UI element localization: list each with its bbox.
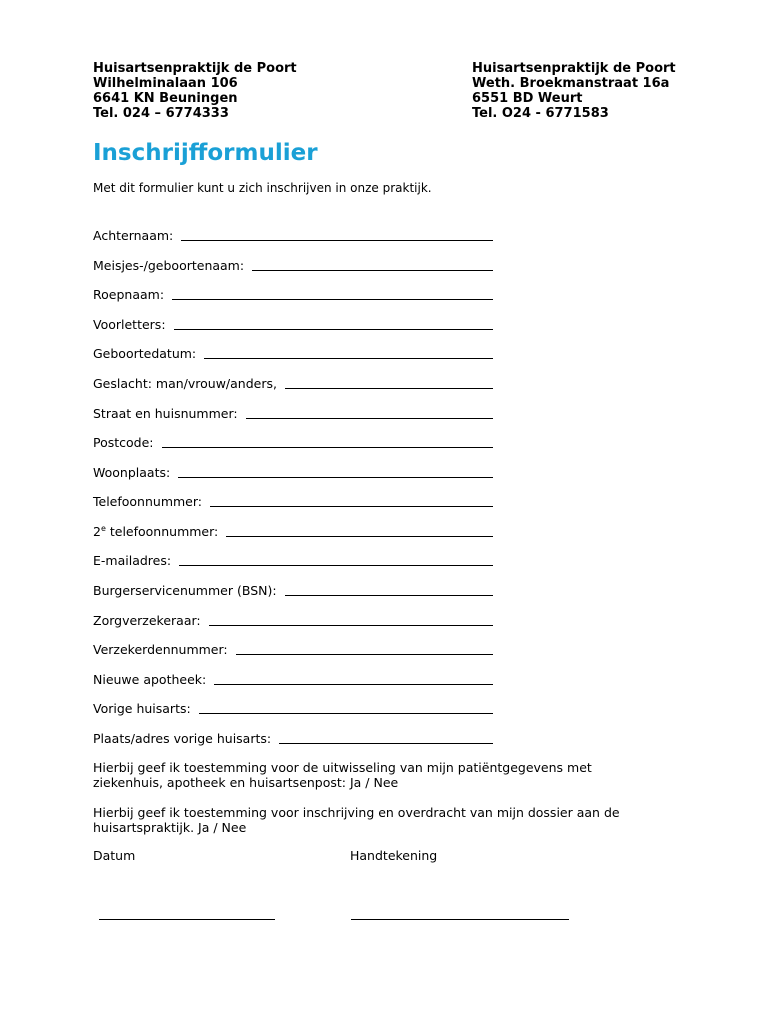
field-woonplaats	[93, 464, 493, 480]
field-bsn	[93, 582, 493, 598]
field-label: Zorgverzekeraar:	[93, 613, 201, 628]
fill-in-line[interactable]	[174, 329, 493, 330]
field-telefoonnummer-2	[93, 523, 493, 539]
fill-in-line[interactable]	[204, 358, 493, 359]
signature-line[interactable]	[351, 919, 569, 920]
field-telefoonnummer	[93, 493, 493, 509]
field-geboortedatum	[93, 345, 493, 361]
field-label: Voorletters:	[93, 317, 166, 332]
fill-in-line[interactable]	[279, 743, 493, 744]
field-zorgverzekeraar	[93, 612, 493, 628]
field-apotheek	[93, 671, 493, 687]
intro-text: Met dit formulier kunt u zich inschrijven in onze praktijk.	[93, 181, 432, 195]
field-straat	[93, 405, 493, 421]
fill-in-line[interactable]	[179, 565, 493, 566]
field-label: Geboortedatum:	[93, 346, 197, 361]
fill-in-line[interactable]	[285, 388, 493, 389]
fill-in-line[interactable]	[252, 270, 493, 271]
field-verzekerdennummer	[93, 641, 493, 657]
field-label: 2e telefoonnummer:	[93, 523, 219, 539]
fill-in-line[interactable]	[210, 506, 493, 507]
fill-in-line[interactable]	[246, 418, 493, 419]
practice-address-beuningen	[93, 61, 297, 121]
practice-street: Wilhelminalaan 106	[93, 76, 238, 91]
fill-in-line[interactable]	[181, 240, 493, 241]
fill-in-line[interactable]	[199, 713, 493, 714]
field-label: Meisjes-/geboortenaam:	[93, 258, 245, 273]
practice-street: Weth. Broekmanstraat 16a	[472, 76, 670, 91]
field-roepnaam	[93, 286, 493, 302]
field-label: Plaats/adres vorige huisarts:	[93, 731, 272, 746]
practice-city: 6551 BD Weurt	[472, 91, 583, 106]
field-label: Vorige huisarts:	[93, 701, 191, 716]
date-line[interactable]	[99, 919, 275, 920]
practice-phone: Tel. O24 - 6771583	[472, 106, 609, 121]
consent-dossier-transfer: Hierbij geef ik toestemming voor inschrijving en overdracht van mijn dossier aan de huisartspraktijk. Ja / Nee	[93, 805, 620, 835]
field-label: Verzekerdennummer:	[93, 642, 228, 657]
practice-name: Huisartsenpraktijk de Poort	[93, 61, 297, 76]
field-label: Roepnaam:	[93, 287, 165, 302]
field-label: Woonplaats:	[93, 465, 171, 480]
field-email	[93, 552, 493, 568]
field-postcode	[93, 434, 493, 450]
fill-in-line[interactable]	[285, 595, 493, 596]
fill-in-line[interactable]	[236, 654, 493, 655]
practice-name: Huisartsenpraktijk de Poort	[472, 61, 676, 76]
field-label: Geslacht: man/vrouw/anders,	[93, 376, 277, 391]
field-voorletters	[93, 316, 493, 332]
field-label: Telefoonnummer:	[93, 494, 203, 509]
field-label: E-mailadres:	[93, 553, 172, 568]
page-title: Inschrijfformulier	[93, 140, 318, 166]
signature-label: Handtekening	[350, 848, 438, 863]
date-label: Datum	[93, 848, 136, 863]
field-meisjesnaam	[93, 257, 493, 273]
fill-in-line[interactable]	[209, 625, 493, 626]
field-geslacht	[93, 375, 493, 391]
consent-data-exchange: Hierbij geef ik toestemming voor de uitwisseling van mijn patiëntgegevens met ziekenhuis, apotheek en huisartsenpost: Ja / Nee	[93, 760, 592, 790]
fill-in-line[interactable]	[172, 299, 493, 300]
practice-phone: Tel. 024 – 6774333	[93, 106, 229, 121]
field-label: Burgerservicenummer (BSN):	[93, 583, 277, 598]
field-plaats-vorige-huisarts	[93, 730, 493, 746]
practice-city: 6641 KN Beuningen	[93, 91, 238, 106]
fill-in-line[interactable]	[162, 447, 493, 448]
field-achternaam	[93, 227, 493, 243]
fill-in-line[interactable]	[214, 684, 493, 685]
field-label: Nieuwe apotheek:	[93, 672, 207, 687]
field-label: Achternaam:	[93, 228, 174, 243]
field-label: Postcode:	[93, 435, 154, 450]
fill-in-line[interactable]	[178, 477, 493, 478]
fill-in-line[interactable]	[226, 536, 493, 537]
field-vorige-huisarts	[93, 700, 493, 716]
practice-address-weurt	[472, 61, 676, 121]
field-label: Straat en huisnummer:	[93, 406, 238, 421]
